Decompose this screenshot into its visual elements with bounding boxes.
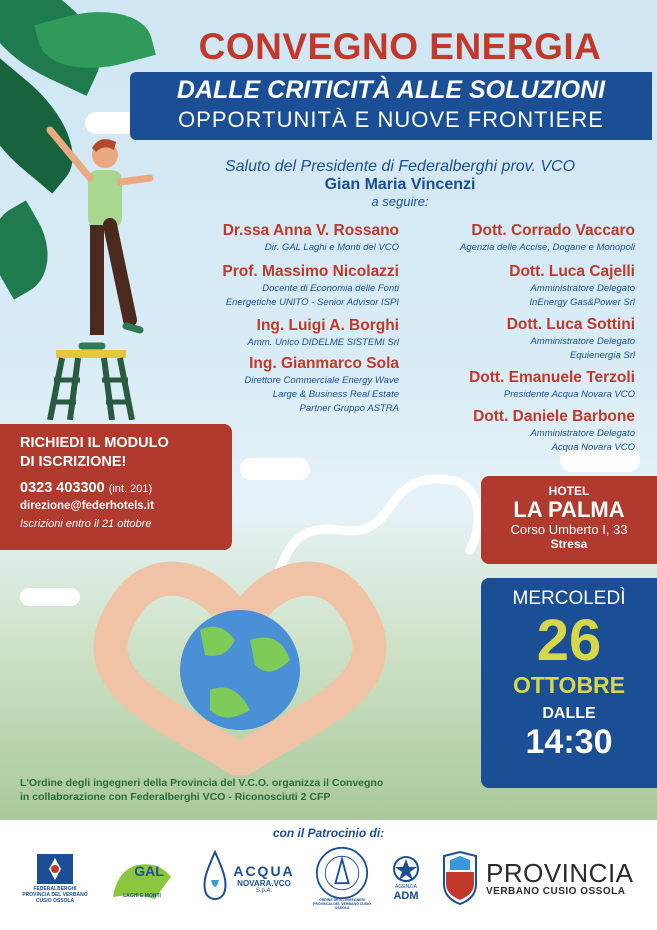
acqua-logo-subtext: NOVARA.VCO: [237, 878, 291, 888]
gal-logo-subtext: LAGHI E MONTI: [123, 893, 161, 899]
speaker-name: Ing. Luigi A. Borghi: [256, 317, 399, 334]
water-drop-icon: [201, 850, 229, 906]
greeting-text: Saluto del Presidente di Federalberghi prov. VCO: [224, 158, 576, 175]
patronage-label: con il Patrocinio di:: [272, 826, 385, 840]
speaker-role: Presidente Acqua Novara VCO: [503, 389, 635, 400]
speaker-entry: [410, 407, 635, 455]
adm-logo-toptext: AGENZIA: [395, 884, 417, 890]
date-box: [481, 578, 657, 788]
hands-heart-globe-illustration: [10, 560, 480, 775]
ingegneri-logo: [312, 846, 372, 910]
following-label: a seguire:: [371, 194, 429, 209]
speaker-role: Dir. GAL Laghi e Monti del VCO: [264, 242, 399, 253]
acqua-logo-text: ACQUA: [233, 862, 295, 879]
acqua-logo-subtext-2: S.p.A.: [255, 887, 273, 894]
federalberghi-emblem-icon: [35, 852, 75, 886]
speaker-name: Dott. Daniele Barbone: [473, 408, 635, 425]
organizer-line-2: in collaborazione con Federalberghi VCO - Riconosciuti 2 CFP: [20, 791, 331, 803]
speaker-role: Amministratore Delegato: [530, 283, 635, 294]
acqua-novara-logo: [196, 846, 300, 910]
event-title: CONVEGNO ENERGIA: [198, 26, 602, 67]
venue-label: HOTEL: [548, 484, 590, 498]
ingegneri-logo-text: ORDINE DEGLI INGEGNERI PROVINCIA DEL VERBANO CUSIO OSSOLA: [313, 898, 371, 910]
speaker-entry: [410, 221, 635, 255]
subtitle-line-2: OPPORTUNITÀ E NUOVE FRONTIERE: [178, 107, 604, 132]
speaker-entry: [139, 221, 399, 255]
speaker-role: Energetiche UNITO - Senior Advisor ISPI: [225, 297, 399, 308]
federalberghi-logo-text: FEDERALBERGHI PROVINCIA DEL VERBANO CUSIO OSSOLA: [22, 886, 88, 904]
provincia-logo-text: PROVINCIA: [486, 857, 634, 888]
acqua-novara-text-group: [233, 863, 294, 894]
venue-box: [481, 476, 657, 564]
organizer-note: [20, 776, 480, 804]
speaker-role: InEnergy Gas&Power Srl: [529, 297, 635, 308]
registration-email-link[interactable]: direzione@federhotels.it: [20, 500, 154, 512]
registration-heading-1: RICHIEDI IL MODULO: [20, 435, 169, 451]
speaker-role: Equienergia Srl: [570, 350, 635, 361]
provincia-coat-of-arms-icon: [440, 850, 480, 906]
speaker-name: Dott. Emanuele Terzoli: [469, 369, 635, 386]
president-name: Gian Maria Vincenzi: [324, 176, 476, 193]
italian-emblem-icon: [391, 854, 421, 884]
speaker-role: Direttore Commerciale Energy Wave: [244, 375, 399, 386]
event-day: 26: [536, 608, 602, 673]
provincia-logo: [440, 846, 640, 910]
speaker-role: Amministratore Delegato: [530, 428, 635, 439]
speaker-name: Dott. Luca Cajelli: [509, 263, 635, 280]
subtitle-banner: [130, 72, 652, 140]
speaker-name: Dott. Corrado Vaccaro: [471, 222, 635, 239]
venue-address: Corso Umberto I, 33: [510, 522, 628, 537]
time-from-label: DALLE: [542, 705, 596, 722]
subtitle-line-1: DALLE CRITICITÀ ALLE SOLUZIONI: [176, 76, 606, 104]
gal-logo: [104, 846, 180, 910]
speaker-entry: [410, 262, 635, 310]
speaker-role: Amm. Unico DIDELME SISTEMI Srl: [247, 337, 399, 348]
speaker-name: Dott. Luca Sottini: [506, 316, 635, 333]
speaker-entry: [139, 354, 399, 416]
registration-phone[interactable]: [20, 480, 232, 496]
gal-logo-text: GAL: [134, 863, 164, 879]
speaker-role: Docente di Economia delle Fonti: [262, 283, 399, 294]
sponsors-footer: [0, 820, 657, 930]
speaker-role: Agenzia delle Accise, Dogane e Monopoli: [460, 242, 635, 253]
ingegneri-seal-icon: [313, 846, 371, 900]
speaker-role: Large & Business Real Estate: [272, 389, 399, 400]
organizer-line-1: L'Ordine degli ingegneri della Provincia del V.C.O. organizza il Convegno: [20, 777, 384, 789]
event-time: 14:30: [525, 723, 613, 761]
venue-name: LA PALMA: [513, 497, 625, 522]
speaker-entry: [139, 262, 399, 310]
provincia-logo-subtext: VERBANO CUSIO OSSOLA: [486, 885, 626, 897]
phone-number: 0323 403300: [20, 480, 105, 496]
adm-logo: [386, 846, 426, 910]
speaker-entry: [139, 316, 399, 350]
federalberghi-logo: [22, 846, 88, 910]
registration-heading-2: DI ISCRIZIONE!: [20, 454, 127, 470]
speaker-role: Acqua Novara VCO: [551, 442, 635, 453]
greeting-block: [170, 158, 630, 209]
speaker-role: Amministratore Delegato: [530, 336, 635, 347]
venue-city: Stresa: [550, 537, 588, 551]
registration-deadline: Iscrizioni entro il 21 ottobre: [20, 518, 152, 530]
event-month: OTTOBRE: [512, 672, 626, 698]
speaker-name: Ing. Gianmarco Sola: [249, 355, 399, 372]
speaker-entry: [410, 368, 635, 402]
adm-logo-text: ADM: [393, 890, 419, 902]
phone-extension: (int. 201): [108, 483, 153, 495]
registration-box: [0, 424, 232, 550]
provincia-text-group: [486, 857, 634, 897]
speaker-entry: [410, 315, 635, 363]
speaker-name: Dr.ssa Anna V. Rossano: [222, 222, 399, 239]
speaker-role: Partner Gruppo ASTRA: [299, 403, 399, 414]
event-weekday: MERCOLEDÌ: [512, 588, 626, 609]
speaker-name: Prof. Massimo Nicolazzi: [222, 263, 399, 280]
